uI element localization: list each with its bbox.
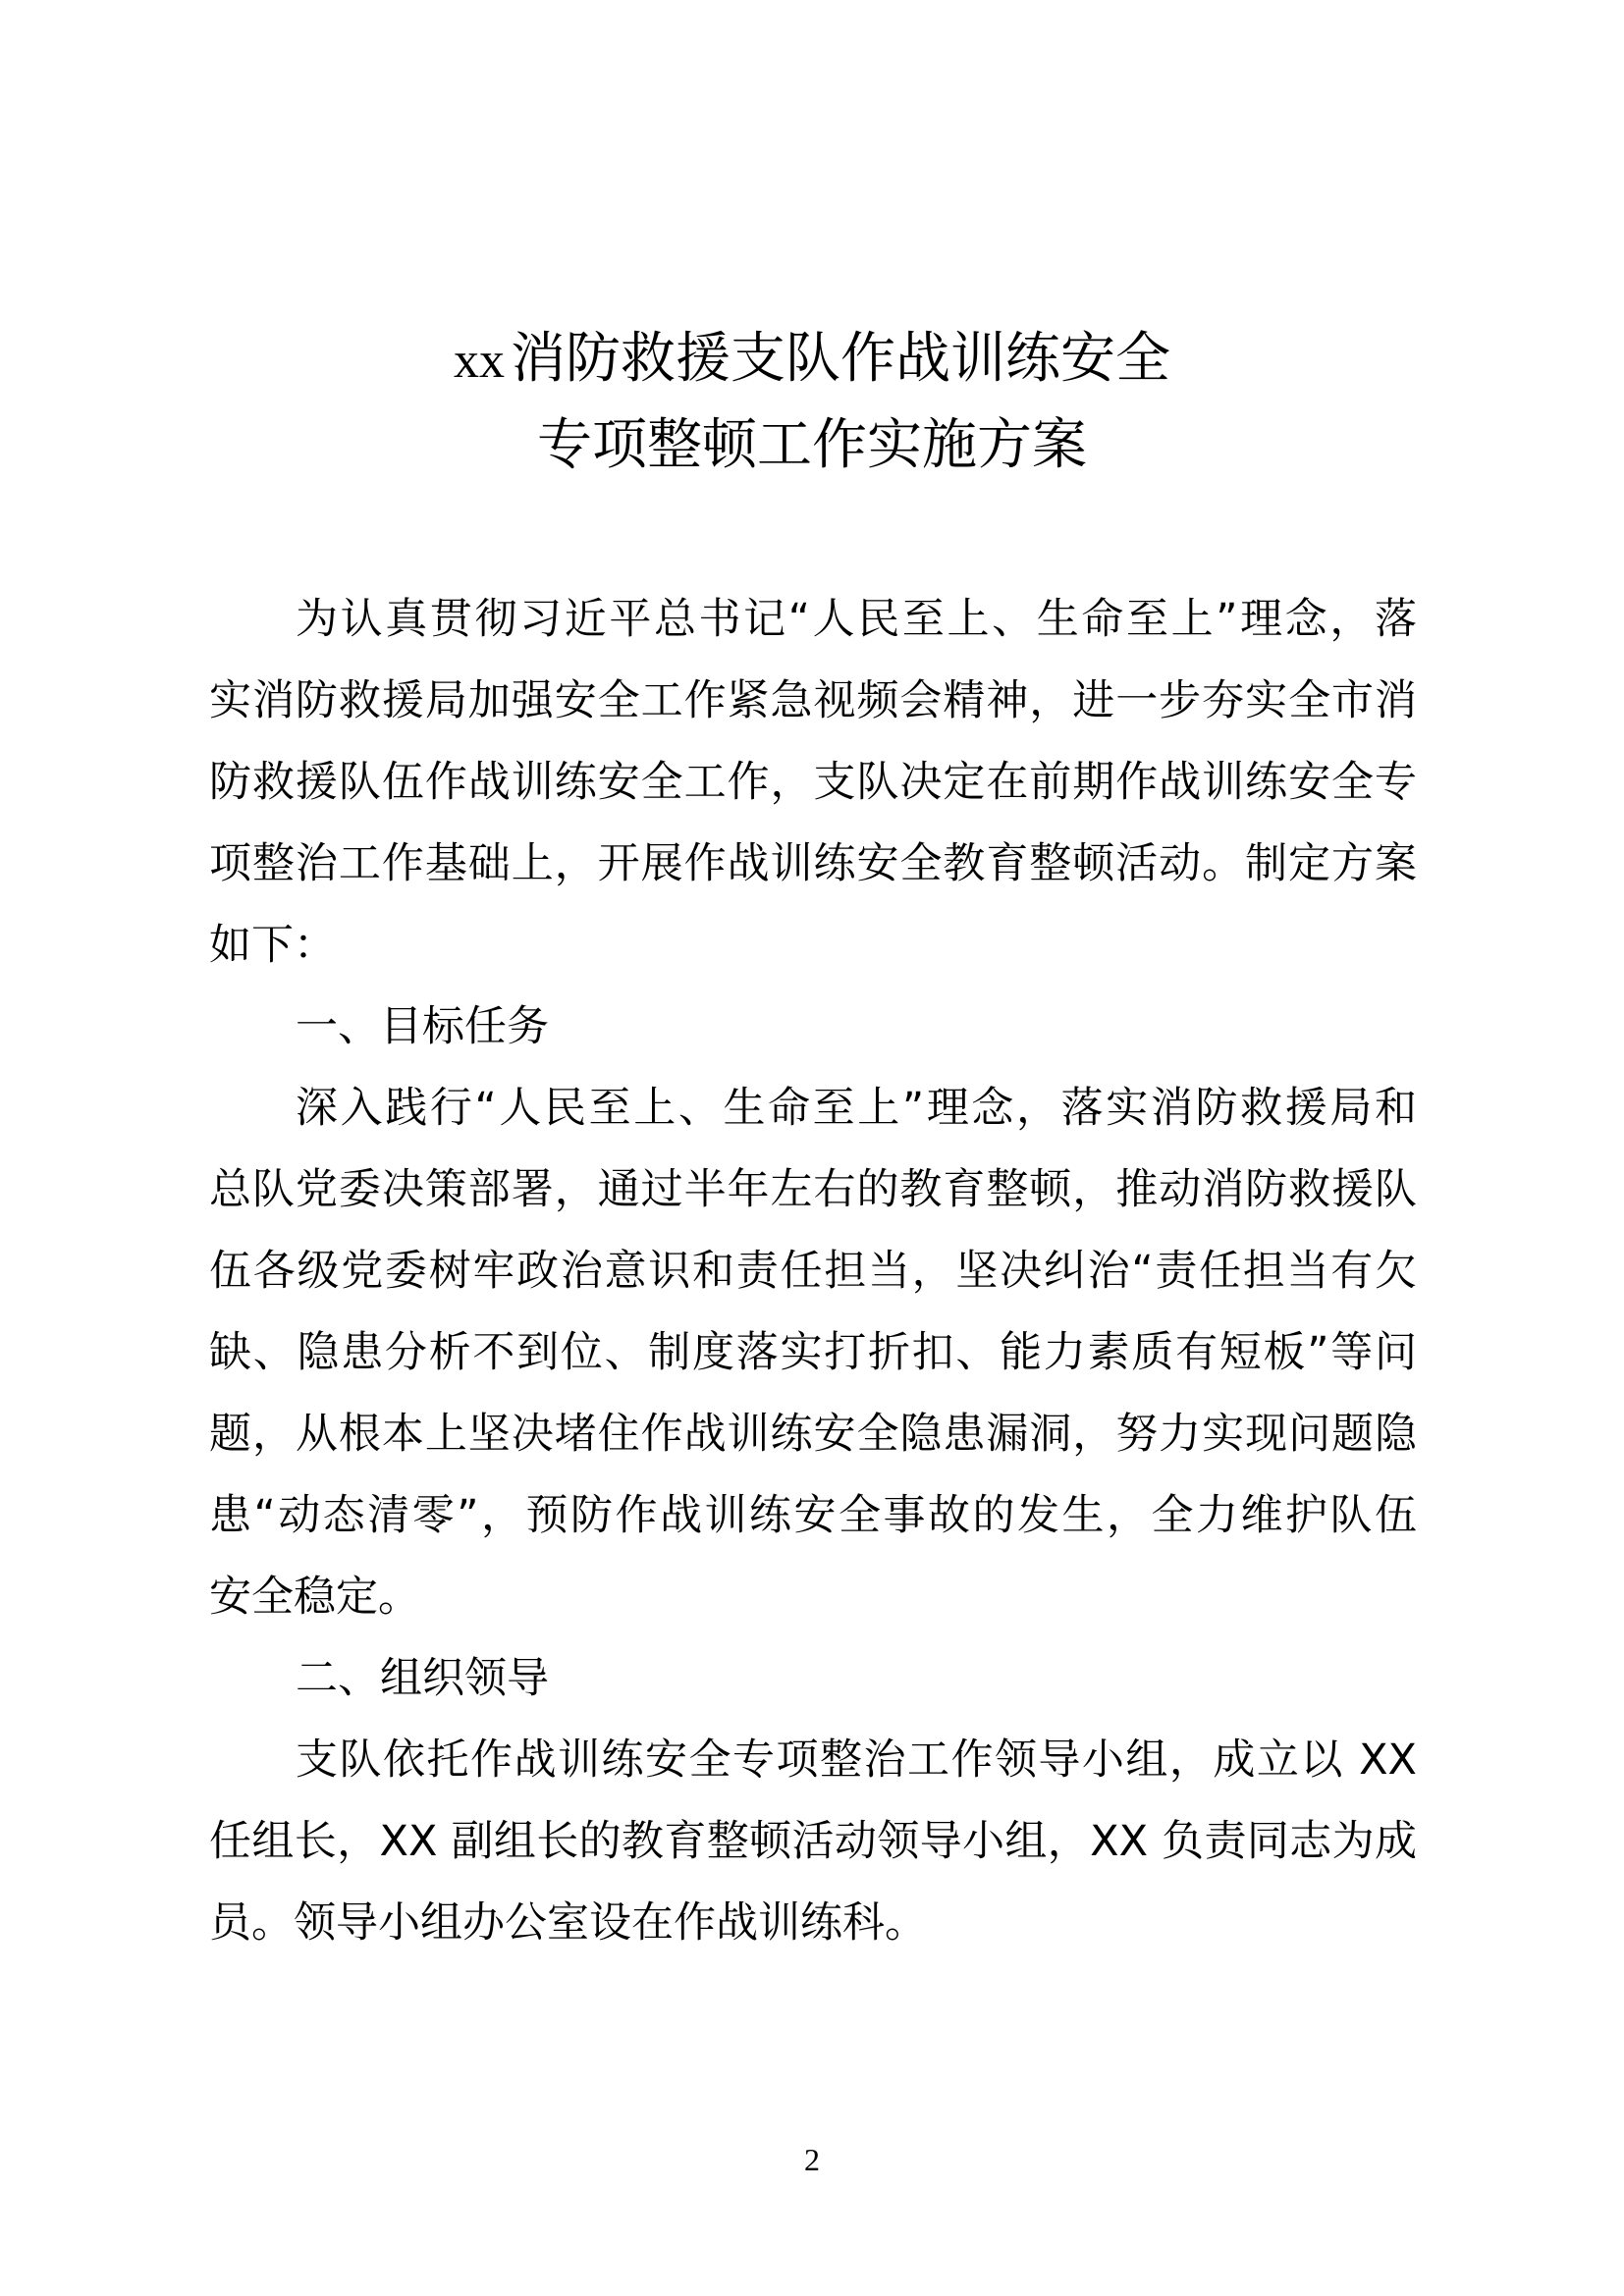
paragraph-line: 患“动态清零”，预防作战训练安全事故的发生，全力维护队伍 xyxy=(209,1491,1417,1540)
paragraph-line: 防救援队伍作战训练安全工作，支队决定在前期作战训练安全专 xyxy=(209,758,1417,807)
paragraph-line: 缺、隐患分析不到位、制度落实打折扣、能力素质有短板”等问 xyxy=(209,1328,1417,1377)
paragraph-line: 题，从根本上坚决堵住作战训练安全隐患漏洞，努力实现问题隐 xyxy=(209,1410,1417,1459)
paragraph-line: 项整治工作基础上，开展作战训练安全教育整顿活动。制定方案 xyxy=(209,839,1417,888)
section-1-paragraph xyxy=(209,1068,1417,1638)
paragraph-line: 任组长，XX 副组长的教育整顿活动领导小组，XX 负责同志为成 xyxy=(209,1817,1417,1866)
title-prefix: xx xyxy=(454,333,505,389)
intro-paragraph xyxy=(209,579,1417,987)
paragraph-line: 总队党委决策部署，通过半年左右的教育整顿，推动消防救援队 xyxy=(209,1165,1417,1214)
paragraph-line: 支队依托作战训练安全专项整治工作领导小组，成立以 XX xyxy=(296,1735,1417,1785)
document-title xyxy=(0,316,1624,489)
title-line-1 xyxy=(0,316,1624,402)
paragraph-line: 实消防救援局加强安全工作紧急视频会精神，进一步夯实全市消 xyxy=(209,676,1417,725)
paragraph-line: 如下： xyxy=(209,921,336,970)
page-number: 2 xyxy=(804,2142,820,2177)
paragraph-line: 安全稳定。 xyxy=(209,1573,420,1622)
title-line-1-text: 消防救援支队作战训练安全 xyxy=(511,327,1170,391)
title-line-2: 专项整顿工作实施方案 xyxy=(537,413,1087,477)
paragraph-line: 为认真贯彻习近平总书记“人民至上、生命至上”理念，落 xyxy=(296,595,1417,644)
section-heading-leadership: 二、组织领导 xyxy=(296,1654,549,1703)
paragraph-line: 伍各级党委树牢政治意识和责任担当，坚决纠治“责任担当有欠 xyxy=(209,1247,1417,1296)
paragraph-line: 员。领导小组办公室设在作战训练科。 xyxy=(209,1898,927,1948)
section-2-paragraph xyxy=(209,1720,1417,1964)
document-body xyxy=(209,579,1417,1964)
paragraph-line: 深入践行“人民至上、生命至上”理念，落实消防救援局和 xyxy=(296,1084,1417,1133)
section-heading-goals: 一、目标任务 xyxy=(296,1002,549,1051)
